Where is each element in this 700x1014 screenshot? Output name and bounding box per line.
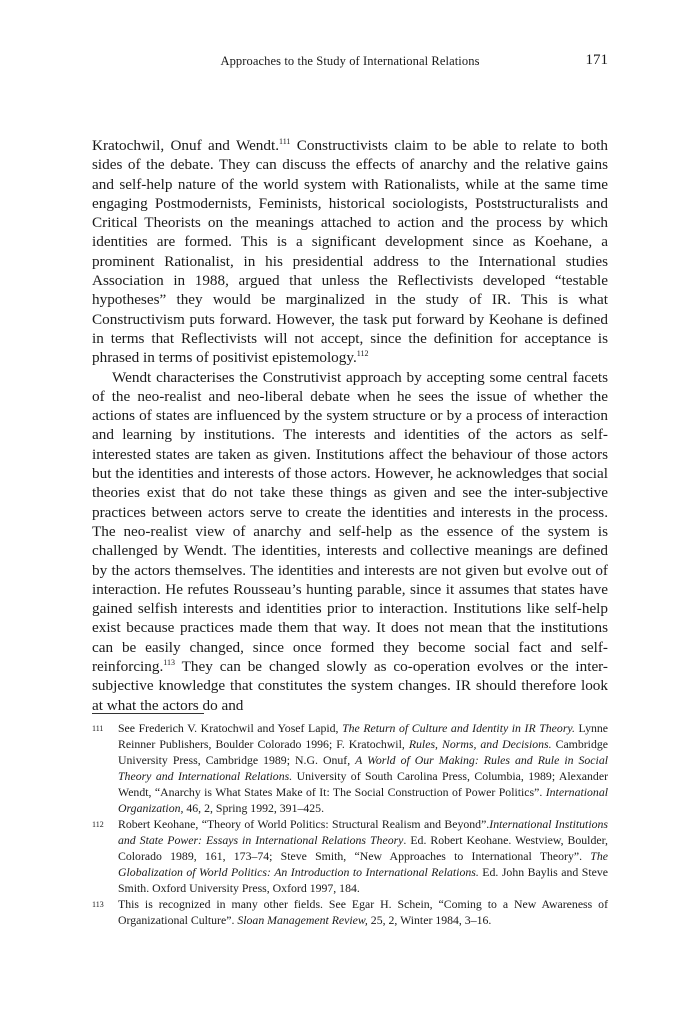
- footnote-number: 111: [92, 724, 104, 733]
- text-run: Constructivists claim to be able to relate to both sides of the debate. They can discuss the effects of anarchy and the relative gains and self-help nature of the world system with Rationalists, while at the same time engaging Postmodernists, Feminists, historical sociologists, Poststructuralists and Critical Theorists on the meanings attached to action and the process by which identities are formed. This is a significant development since as Koehane, a prominent Rationalist, in his presidential address to the International studies Association in 1988, argued that unless the Reflectivists developed “testable hypotheses” they would be marginalized in the study of IR. This is what Constructivism puts forward. However, the task put forward by Keohane is defined in terms that Reflectivists will not accept, since the definition for acceptance is phrased in terms of positivist epistemology.: [92, 137, 608, 367]
- footnote: [92, 721, 608, 816]
- footnote-number: 113: [92, 899, 104, 909]
- cited-title: International Institutions and State Power: Essays in International Relations Theory: [118, 816, 608, 847]
- text-run: . Ed. Robert Keohane. Westview, Boulder, Colorado 1989, 161, 173–74; Steve Smith, “New Approaches to International Theory”.: [118, 832, 608, 863]
- footnote-ref[interactable]: 111: [279, 137, 291, 146]
- text-run: Wendt characterises the Construtivist approach by accepting some central facets of the neo-realist and neo-liberal debate when he sees the issue of whether the actions of states are influenced by the system structure or by a process of interaction and learning by institutions. The interests and identities of the actors as self-interested states are taken as given. Institutions affect the behaviour of those actors but the identities and interests of those actors. However, he acknowledges that social theories exist that do not take these things as given and see the inter-subjective practices between actors serve to create the identities and interests in the process. The neo-realist view of anarchy and self-help as the essence of the system is challenged by Wendt. The identities, interests and collective meanings are defined by the actors themselves. The identities and interests are not given but evolve out of interaction. He refutes Rousseau’s hunting parable, since it assumes that states have gained selfish interests and identities prior to interaction. Institutions like self-help exist because practices made them that way. It does not mean that the institutions can be easily changed, since once formed they become social fact and self-reinforcing.: [92, 368, 608, 676]
- paragraph: [92, 136, 608, 368]
- cited-title: International Organization,: [118, 784, 608, 815]
- body-text: [92, 136, 608, 715]
- footnote-number: 112: [92, 819, 104, 829]
- text-run: 46, 2, Spring 1992, 391–425.: [183, 800, 325, 815]
- cited-title: A World of Our Making: Rules and Rule in Social Theory and International Relations.: [118, 752, 608, 783]
- footnote-ref[interactable]: 113: [163, 658, 175, 668]
- page-number: 171: [585, 52, 608, 68]
- text-run: Cambridge University Press, Cambridge 1989; N.G. Onuf,: [118, 736, 608, 767]
- text-run: This is recognized in many other fields. See Egar H. Schein, “Coming to a New Awareness of Organizational Culture”.: [118, 896, 608, 927]
- paragraph: [92, 368, 608, 715]
- text-run: Ed. John Baylis and Steve Smith. Oxford University Press, Oxford 1997, 184.: [118, 864, 608, 895]
- text-run: See Frederich V. Kratochwil and Yosef Lapid,: [118, 721, 343, 735]
- cited-title: The Globalization of World Politics: An Introduction to International Relations.: [118, 848, 608, 879]
- text-run: Kratochwil, Onuf and Wendt.: [92, 137, 280, 154]
- text-run: Robert Keohane, “Theory of World Politics: Structural Realism and Beyond”.: [118, 816, 490, 831]
- footnote-ref[interactable]: 112: [356, 349, 369, 359]
- running-head: Approaches to the Study of International Relations: [220, 54, 480, 68]
- text-run: 25, 2, Winter 1984, 3–16.: [367, 912, 492, 927]
- text-run: University of South Carolina Press, Columbia, 1989; Alexander Wendt, “Anarchy is What States Make of It: The Social Construction of Power Politics”.: [118, 768, 608, 799]
- cited-title: The Return of Culture and Identity in IR Theory.: [342, 721, 575, 735]
- footnote-rule: [92, 713, 204, 714]
- footnote: [92, 897, 608, 929]
- cited-title: Rules, Norms, and Decisions.: [408, 736, 552, 751]
- text-run: They can be changed slowly as co-operation evolves or the inter-subjective knowledge that constitutes the system changes. IR should therefore look at what the actors do and: [92, 658, 608, 714]
- cited-title: Sloan Management Review,: [237, 912, 368, 927]
- footnotes: [92, 721, 608, 929]
- text-run: Lynne Reinner Publishers, Boulder Colorado 1996; F. Kratochwil,: [118, 721, 609, 751]
- footnote: [92, 817, 608, 897]
